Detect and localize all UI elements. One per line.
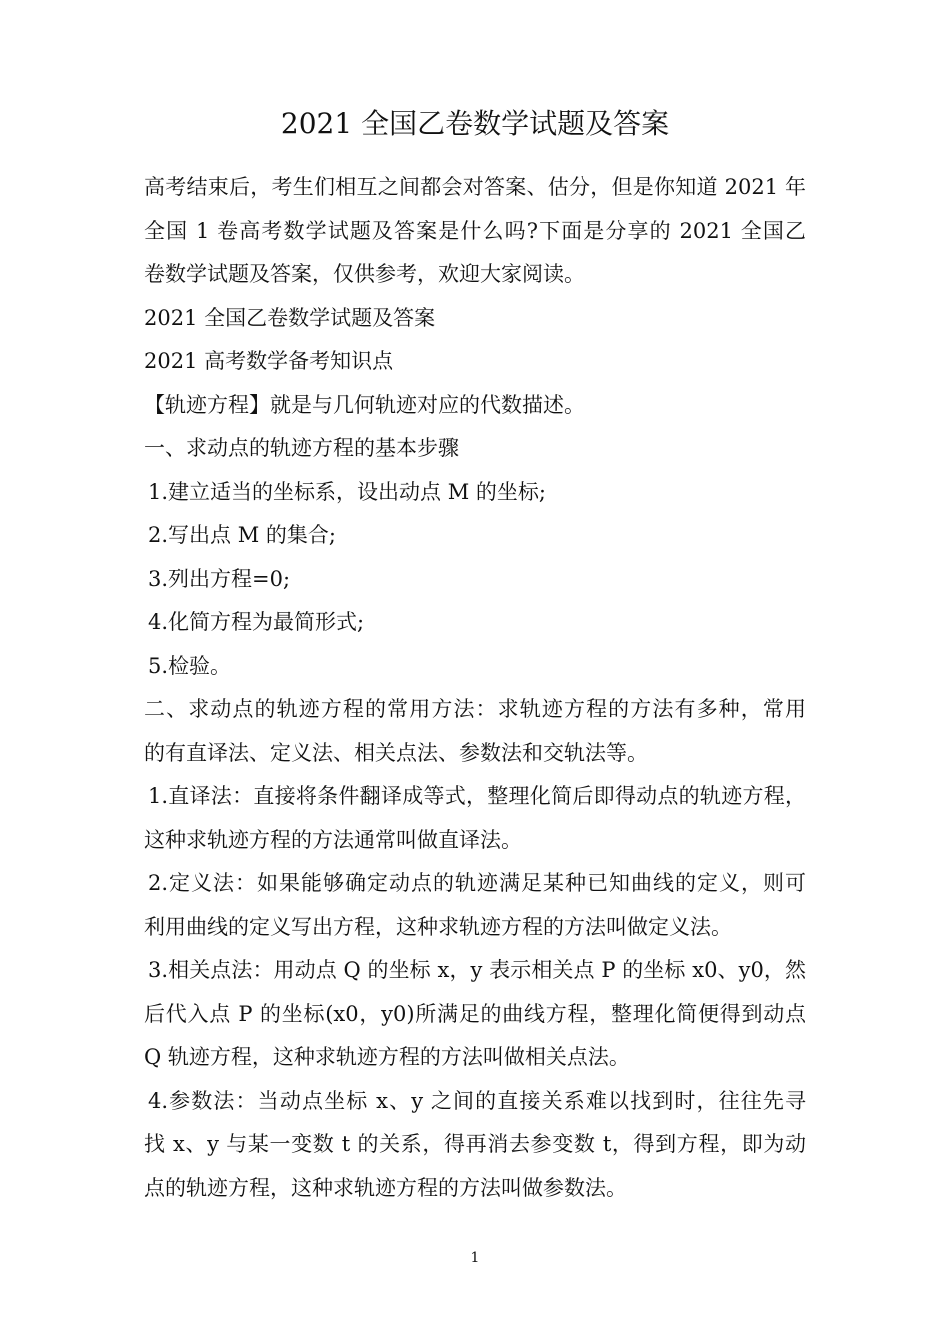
step-item: 3.列出方程=0; [148, 566, 291, 591]
step-item: 4.化简方程为最简形式; [148, 610, 365, 634]
section-heading: 一、求动点的轨迹方程的基本步骤 [144, 436, 459, 460]
section-heading: 的有直译法、定义法、相关点法、参数法和交轨法等。 [144, 740, 648, 765]
subheading: 2021 全国乙卷数学试题及答案 [144, 305, 436, 330]
subheading: 2021 高考数学备考知识点 [144, 349, 394, 373]
method-paragraph: 后代入点 P 的坐标(x0，y0)所满足的曲线方程，整理化简便得到动点 [144, 1001, 806, 1026]
document-body [144, 166, 806, 1210]
method-paragraph: Q 轨迹方程，这种求轨迹方程的方法叫做相关点法。 [144, 1045, 630, 1069]
page-title: 2021 全国乙卷数学试题及答案 [280, 107, 670, 140]
method-paragraph: 找 x、y 与某一变数 t 的关系，得再消去参变数 t，得到方程，即为动 [144, 1132, 806, 1156]
method-paragraph: 利用曲线的定义写出方程，这种求轨迹方程的方法叫做定义法。 [144, 914, 732, 939]
definition-paragraph: 【轨迹方程】就是与几何轨迹对应的代数描述。 [144, 392, 585, 417]
intro-line: 高考结束后，考生们相互之间都会对答案、估分，但是你知道 2021 年 [144, 175, 806, 199]
method-paragraph: 这种求轨迹方程的方法通常叫做直译法。 [144, 827, 522, 852]
section-heading: 二、求动点的轨迹方程的常用方法：求轨迹方程的方法有多种，常用 [144, 697, 806, 721]
step-item: 1.建立适当的坐标系，设出动点 M 的坐标; [148, 479, 546, 504]
method-paragraph: 1.直译法：直接将条件翻译成等式，整理化简后即得动点的轨迹方程， [148, 784, 806, 808]
method-paragraph: 3.相关点法：用动点 Q 的坐标 x，y 表示相关点 P 的坐标 x0、y0，然 [148, 958, 806, 982]
method-paragraph: 2.定义法：如果能够确定动点的轨迹满足某种已知曲线的定义，则可 [148, 871, 806, 895]
intro-line: 全国 1 卷高考数学试题及答案是什么吗?下面是分享的 2021 全国乙 [144, 218, 806, 243]
step-item: 2.写出点 M 的集合; [148, 523, 336, 547]
method-paragraph: 点的轨迹方程，这种求轨迹方程的方法叫做参数法。 [144, 1175, 627, 1200]
page-number: 1 [470, 1250, 480, 1266]
method-paragraph: 4.参数法：当动点坐标 x、y 之间的直接关系难以找到时，往往先寻 [148, 1088, 806, 1113]
step-item: 5.检验。 [148, 653, 232, 678]
intro-line: 卷数学试题及答案，仅供参考，欢迎大家阅读。 [144, 262, 585, 286]
